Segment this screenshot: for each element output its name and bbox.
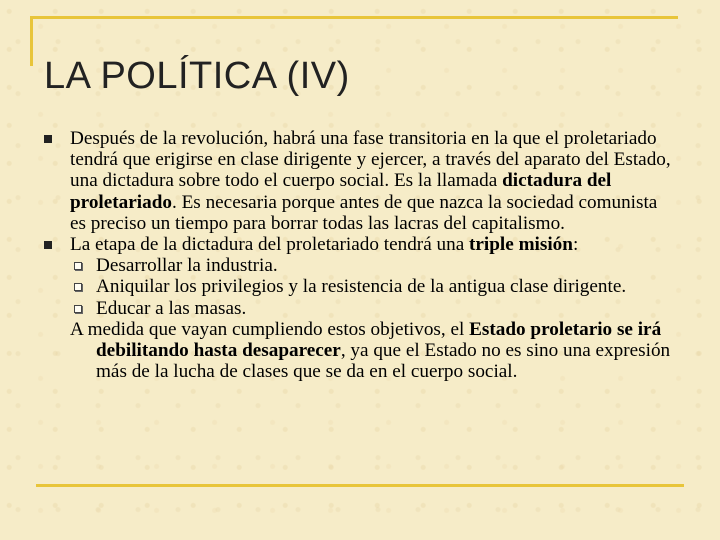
square-bullet-icon [44,135,52,143]
bullet-2-text-a: La etapa de la dictadura del proletariado tendrá una [70,234,470,256]
square-bullet-icon [44,241,52,249]
slide-body [70,128,678,382]
bullet-2-text-b: : [572,234,579,256]
sub-item-2 [70,276,678,297]
bullet-2-bold: triple misión [469,234,573,256]
bullet-1-bold: dictadura del proletariado [70,170,612,213]
slide-title: LA POLÍTICA (IV) [44,55,350,98]
sub-item-3 [70,298,678,319]
sub-item-text: Desarrollar la industria. [96,255,278,277]
bullet-1-text-b: . Es necesaria porque antes de que nazca la sociedad comunista es preciso un tiempo para borrar todas las lacras del capitalismo. [70,191,658,234]
bullet-1-text-a: Después de la revolución, habrá una fase transitoria en la que el proletariado tendrá que erigirse en clase dirigente y ejercer, a través del aparato del Estado, una dictadura sobre todo el cuerpo social. Es la llamada [70,128,671,192]
bullet-item-1 [70,128,678,234]
left-border-line [30,16,33,66]
sub-item-1 [70,255,678,276]
closing-text-b: , ya que el Estado no es sino una expresión más de la lucha de clases que se da en el cuerpo social. [96,340,671,383]
bullet-item-2 [70,234,678,255]
sub-item-text: Educar a las masas. [96,297,247,319]
closing-bold: Estado proletario se irá debilitando hasta desaparecer [96,318,662,362]
checkbox-bullet-icon [74,283,82,291]
checkbox-bullet-icon [74,262,82,270]
bottom-border-line [36,484,684,487]
sub-item-text: Aniquilar los privilegios y la resistencia de la antigua clase dirigente. [96,276,627,298]
closing-paragraph [70,319,678,383]
closing-text-a: A medida que vayan cumpliendo estos objetivos, el [70,318,470,340]
checkbox-bullet-icon [74,305,82,313]
top-border-line [30,16,678,19]
